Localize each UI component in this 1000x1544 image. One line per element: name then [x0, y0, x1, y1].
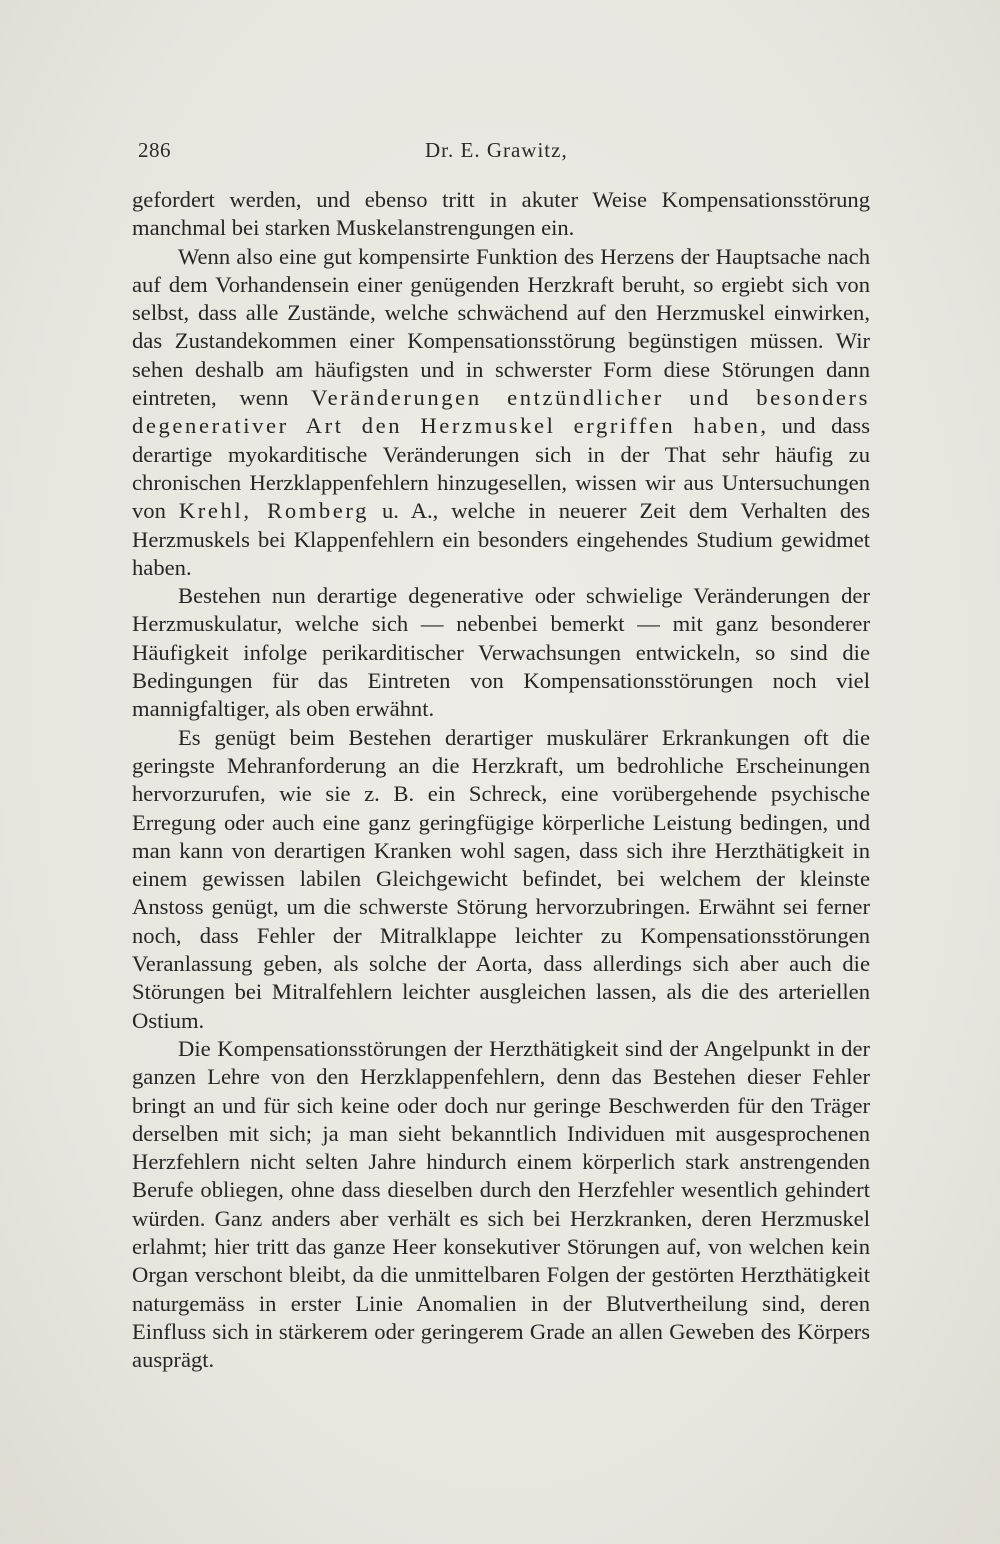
paragraph-5: Die Kompensationsstörungen der Herzthätigkeit sind der Angelpunkt in der ganzen Lehre von den Herzklappenfehlern, denn das Bestehen dieser Fehler bringt an und für sich keine oder doch nur geringe Beschwerden für den Träger derselben mit sich; ja man sieht bekanntlich Individuen mit ausgesprochenen Herzfehlern nicht selten Jahre hindurch einem körperlich stark anstrengenden Berufe obliegen, ohne dass dieselben durch den Herzfehler wesentlich gehindert würden. Ganz anders aber verhält es sich bei Herzkranken, deren Herzmuskel erlahmt; hier tritt das ganze Heer konsekutiver Störungen auf, von welchen kein Organ verschont bleibt, da die unmittelbaren Folgen der gestörten Herzthätigkeit naturgemäss in erster Linie Anomalien in der Blutvertheilung sind, deren Einfluss sich in stärkerem oder geringerem Grade an allen Geweben des Körpers ausprägt.: [132, 1035, 870, 1373]
paragraph-2: [132, 243, 870, 583]
paragraph-3: Bestehen nun derartige degenerative oder schwielige Veränderungen der Herzmuskulatur, welche sich — nebenbei bemerkt — mit ganz besonderer Häufigkeit infolge perikarditischer Verwachsungen entwickeln, so sind die Bedingungen für das Eintreten von Kompensationsstörungen noch viel mannigfaltiger, als oben erwähnt.: [132, 583, 870, 722]
running-head: [138, 138, 868, 174]
emphasis-spaced-text: Veränderungen entzündlicher und besonders degenerativer Art den Herzmuskel ergriffen haben: [132, 385, 870, 439]
paragraph-2-text-b: , und dass derartige myokarditische Veränderungen sich in der That sehr häufig zu chronischen Herzklappenfehlern hinzugesellen, wissen wir aus Untersuchungen von: [132, 413, 871, 524]
paragraph-2-text-c: u. A., welche in neuerer Zeit dem Verhalten des Herzmuskels bei Klappenfehlern ein besonders eingehendes Studium gewidmet haben.: [132, 498, 870, 580]
running-title: Dr. E. Grawitz,: [425, 138, 568, 162]
author-names-spaced: Krehl, Romberg: [178, 498, 370, 524]
paragraph-2-text-a: Wenn also eine gut kompensirte Funktion des Herzens der Hauptsache nach auf dem Vorhandensein einer genügenden Herzkraft beruht, so ergiebt sich von selbst, dass alle Zustände, welche schwächend auf den Herzmuskel einwirken, das Zustandekommen einer Kompensationsstörung begünstigen müssen. Wir sehen deshalb am häufigsten und in schwerster Form diese Störungen dann eintreten, wenn: [132, 243, 870, 411]
paragraph-1: gefordert werden, und ebenso tritt in akuter Weise Kompensationsstörung manchmal bei starken Muskelanstrengungen ein.: [132, 187, 870, 241]
paragraph-4: Es genügt beim Bestehen derartiger muskulärer Erkrankungen oft die geringste Mehranforderung an die Herzkraft, um bedrohliche Erscheinungen hervorzurufen, wie sie z. B. ein Schreck, eine vorübergehende psychische Erregung oder auch eine ganz geringfügige körperliche Leistung bedingen, und man kann von derartigen Kranken wohl sagen, dass sich ihre Herzthätigkeit in einem gewissen labilen Gleichgewicht befindet, bei welchem der kleinste Anstoss genügt, um die schwerste Störung hervorzubringen. Erwähnt sei ferner noch, dass Fehler der Mitralklappe leichter zu Kompensationsstörungen Veranlassung geben, als solche der Aorta, dass allerdings sich aber auch die Störungen bei Mitralfehlern leichter ausgleichen lassen, als die des arteriellen Ostium.: [132, 724, 870, 1033]
body-text: [132, 186, 870, 1374]
page-number: 286: [138, 138, 171, 162]
